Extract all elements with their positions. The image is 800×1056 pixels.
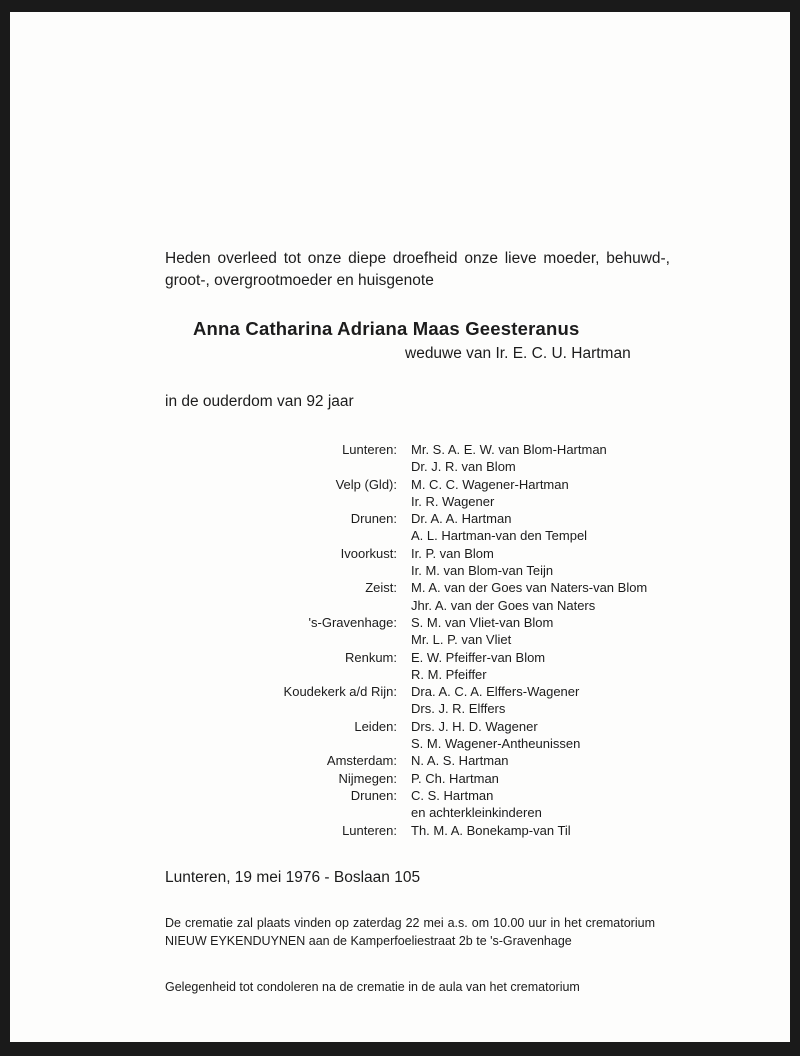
family-place: Ivoorkust: <box>340 545 397 561</box>
family-person: Ir. M. van Blom-van Teijn <box>411 563 554 579</box>
family-person: C. S. Hartman <box>411 787 494 803</box>
intro-text: Heden overleed tot onze diepe droefheid onze lieve moeder, behuwd-, groot-, overgrootmoeder en huisgenote <box>165 250 670 289</box>
family-row <box>190 545 710 562</box>
family-person: M. C. C. Wagener-Hartman <box>411 476 569 492</box>
condolence-text: Gelegenheid tot condoleren na de crematie in de aula van het crematorium <box>165 980 580 994</box>
family-person: S. M. Wagener-Antheunissen <box>411 736 581 752</box>
family-row <box>190 700 710 717</box>
family-row <box>190 752 710 769</box>
family-row <box>190 527 710 544</box>
family-person: R. M. Pfeiffer <box>411 666 487 682</box>
family-person: Dr. A. A. Hartman <box>411 511 512 527</box>
family-place: Lunteren: <box>342 442 397 457</box>
family-place <box>190 700 411 717</box>
family-place: Velp (Gld): <box>335 476 397 492</box>
family-place <box>190 735 411 752</box>
family-row <box>190 804 710 821</box>
cremation-text: De crematie zal plaats vinden op zaterdag 22 mei a.s. om 10.00 uur in het crematorium NIEUW EYKENDUYNEN aan de Kamperfoeliestraat 2b te 's-Gravenhage <box>165 916 655 948</box>
family-person: P. Ch. Hartman <box>411 770 499 786</box>
family-place <box>190 493 411 510</box>
family-person: Th. M. A. Bonekamp-van Til <box>411 822 571 838</box>
age-line: in de ouderdom van 92 jaar <box>165 393 354 410</box>
family-place: 's-Gravenhage: <box>308 614 397 630</box>
family-person: Drs. J. R. Elffers <box>411 701 506 717</box>
family-row <box>190 666 710 683</box>
family-person: Drs. J. H. D. Wagener <box>411 718 538 734</box>
family-place: Amsterdam: <box>326 753 397 769</box>
family-row <box>190 579 710 596</box>
family-place: Drunen: <box>350 787 397 803</box>
widow-of-line: weduwe van Ir. E. C. U. Hartman <box>405 345 631 362</box>
family-list <box>190 441 710 839</box>
family-person: Ir. R. Wagener <box>411 493 495 509</box>
family-person: Dr. J. R. van Blom <box>411 459 516 475</box>
family-place: Koudekerk a/d Rijn: <box>283 684 397 700</box>
family-place <box>190 458 411 475</box>
family-place <box>190 804 411 821</box>
family-place <box>190 562 411 579</box>
family-row <box>190 822 710 839</box>
family-place: Zeist: <box>365 580 397 596</box>
family-person: Jhr. A. van der Goes van Naters <box>411 597 596 613</box>
death-notice-card <box>10 12 790 1042</box>
family-place <box>190 527 411 544</box>
family-person: N. A. S. Hartman <box>411 753 509 769</box>
family-row <box>190 649 710 666</box>
family-person: M. A. van der Goes van Naters-van Blom <box>411 580 648 596</box>
family-person: Mr. S. A. E. W. van Blom-Hartman <box>411 442 607 457</box>
deceased-name: Anna Catharina Adriana Maas Geesteranus <box>193 318 580 339</box>
family-person: A. L. Hartman-van den Tempel <box>411 528 588 544</box>
family-place: Lunteren: <box>342 822 397 838</box>
family-row <box>190 770 710 787</box>
dateline: Lunteren, 19 mei 1976 - Boslaan 105 <box>165 869 421 886</box>
family-person: E. W. Pfeiffer-van Blom <box>411 649 546 665</box>
family-place: Nijmegen: <box>338 770 397 786</box>
family-person: S. M. van Vliet-van Blom <box>411 614 554 630</box>
family-row <box>190 458 710 475</box>
family-row <box>190 493 710 510</box>
family-person: Mr. L. P. van Vliet <box>411 632 512 648</box>
family-row <box>190 476 710 493</box>
family-row <box>190 631 710 648</box>
family-place: Renkum: <box>344 649 397 665</box>
family-person: en achterkleinkinderen <box>411 805 542 821</box>
family-row <box>190 614 710 631</box>
family-row <box>190 787 710 804</box>
family-row <box>190 683 710 700</box>
family-row <box>190 441 710 458</box>
family-row <box>190 597 710 614</box>
family-person: Ir. P. van Blom <box>411 545 494 561</box>
family-place <box>190 597 411 614</box>
family-person: Dra. A. C. A. Elffers-Wagener <box>411 684 580 700</box>
family-place <box>190 666 411 683</box>
family-place: Leiden: <box>354 718 397 734</box>
family-row <box>190 510 710 527</box>
family-row <box>190 718 710 735</box>
family-row <box>190 735 710 752</box>
family-place <box>190 631 411 648</box>
family-place: Drunen: <box>350 511 397 527</box>
family-row <box>190 562 710 579</box>
